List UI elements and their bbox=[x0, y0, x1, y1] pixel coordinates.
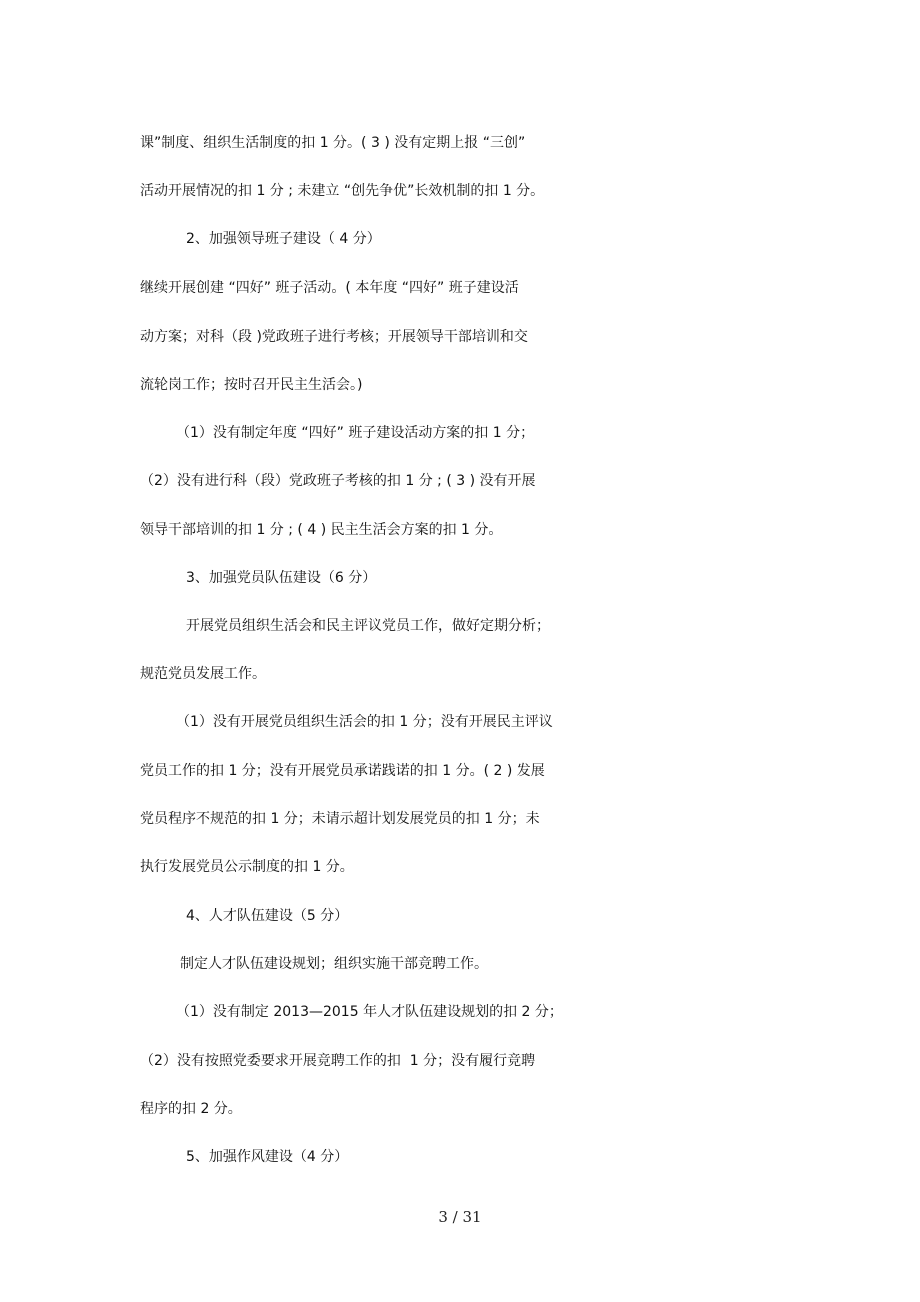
body-line: 程序的扣 2 分。 bbox=[140, 1101, 242, 1117]
body-line: （1）没有制定 2013—2015 年人才队伍建设规划的扣 2 分； bbox=[176, 1004, 563, 1020]
page-number: 3 / 31 bbox=[438, 1208, 482, 1226]
body-line: （2）没有按照党委要求开展竞聘工作的扣 1 分；没有履行竞聘 bbox=[140, 1053, 536, 1069]
body-line: （2）没有进行科（段）党政班子考核的扣 1 分 ; ( 3 ) 没有开展 bbox=[140, 473, 536, 489]
body-line: （1）没有开展党员组织生活会的扣 1 分；没有开展民主评议 bbox=[176, 714, 553, 730]
body-line: 课”制度、组织生活制度的扣 1 分。( 3 ) 没有定期上报 “三创” bbox=[140, 135, 526, 151]
body-line: （1）没有制定年度 “四好” 班子建设活动方案的扣 1 分； bbox=[176, 425, 535, 441]
body-line: 继续开展创建 “四好” 班子活动。( 本年度 “四好” 班子建设活 bbox=[140, 280, 519, 296]
body-line: 规范党员发展工作。 bbox=[140, 666, 266, 682]
body-line: 党员工作的扣 1 分；没有开展党员承诺践诺的扣 1 分。( 2 ) 发展 bbox=[140, 763, 545, 779]
body-line: 开展党员组织生活会和民主评议党员工作，做好定期分析； bbox=[186, 618, 550, 634]
body-line: 动方案；对科（段 )党政班子进行考核；开展领导干部培训和交 bbox=[140, 329, 528, 345]
body-line: 执行发展党员公示制度的扣 1 分。 bbox=[140, 859, 354, 875]
body-line: 活动开展情况的扣 1 分 ; 未建立 “创先争优”长效机制的扣 1 分。 bbox=[140, 183, 545, 199]
body-line: 党员程序不规范的扣 1 分；未请示超计划发展党员的扣 1 分；未 bbox=[140, 811, 540, 827]
body-line: 制定人才队伍建设规划；组织实施干部竞聘工作。 bbox=[180, 956, 488, 972]
section-heading: 3、加强党员队伍建设（6 分） bbox=[186, 570, 377, 586]
body-line: 流轮岗工作；按时召开民主生活会。) bbox=[140, 377, 363, 393]
section-heading: 2、加强领导班子建设（ 4 分） bbox=[186, 231, 381, 247]
body-line: 领导干部培训的扣 1 分 ; ( 4 ) 民主生活会方案的扣 1 分。 bbox=[140, 522, 503, 538]
section-heading: 5、加强作风建设（4 分） bbox=[186, 1149, 349, 1165]
section-heading: 4、人才队伍建设（5 分） bbox=[186, 908, 349, 924]
